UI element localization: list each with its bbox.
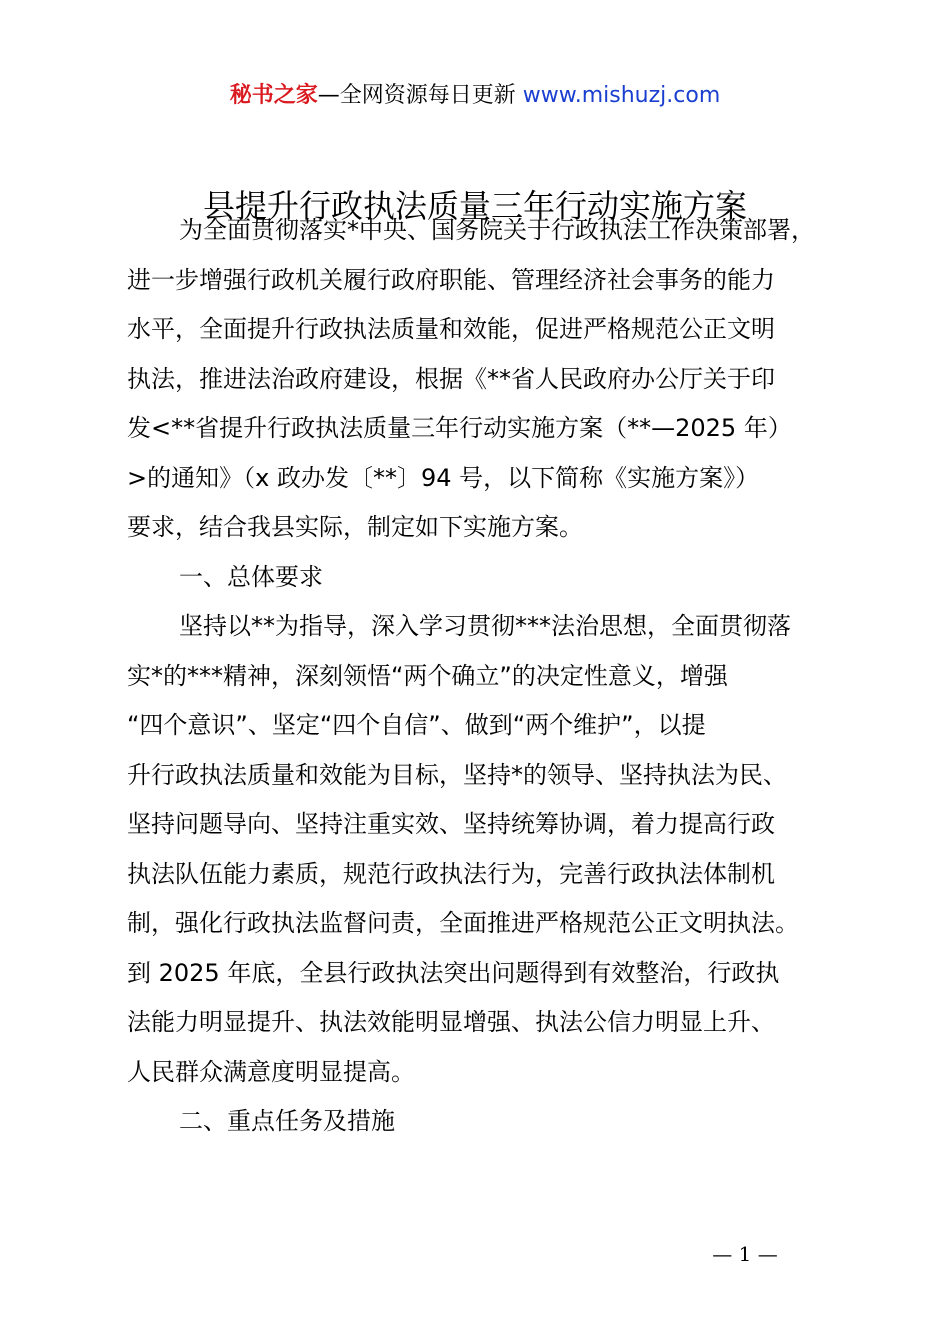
paragraph-line: 制，强化行政执法监督问责，全面推进严格规范公正文明执法。 [127, 909, 799, 937]
section-heading: 一、总体要求 [179, 562, 323, 591]
paragraph-line: 执法，推进法治政府建设，根据《**省人民政府办公厅关于印 [127, 364, 775, 393]
paragraph-line: 水平，全面提升行政执法质量和效能，促进严格规范公正文明 [127, 315, 775, 343]
document-title: 县提升行政执法质量三年行动实施方案 [202, 187, 747, 225]
paragraph-line: 发<**省提升行政执法质量三年行动实施方案（**—2025 年） [127, 414, 792, 442]
paragraph-line: 升行政执法质量和效能为目标，坚持*的领导、坚持执法为民、 [127, 760, 787, 789]
paragraph-line: 坚持问题导向、坚持注重实效、坚持统筹协调，着力提高行政 [127, 810, 775, 838]
paragraph-line: 进一步增强行政机关履行政府职能、管理经济社会事务的能力 [127, 265, 775, 294]
paragraph-line: 为全面贯彻落实*中央、国务院关于行政执法工作决策部署， [179, 216, 815, 244]
brand-name: 秘书之家 [229, 83, 318, 108]
site-link[interactable]: www.mishuzj.com [522, 83, 721, 108]
paragraph-line: 到 2025 年底，全县行政执法突出问题得到有效整治，行政执 [127, 958, 780, 987]
paragraph-line: 执法队伍能力素质，规范行政执法行为，完善行政执法体制机 [127, 859, 775, 888]
paragraph-line: 法能力明显提升、执法效能明显增强、执法公信力明显上升、 [127, 1008, 775, 1036]
paragraph-line: >的通知》（x 政办发〔**〕94 号，以下简称《实施方案》） [127, 463, 760, 492]
paragraph-line: 坚持以**为指导，深入学习贯彻***法治思想，全面贯彻落 [179, 612, 791, 640]
document-body [127, 206, 862, 1147]
paragraph-line: “四个意识”、坚定“四个自信”、做到“两个维护”，以提 [127, 711, 706, 739]
paragraph-line: 要求，结合我县实际，制定如下实施方案。 [127, 513, 583, 541]
paragraph-line: 人民群众满意度明显提高。 [127, 1057, 415, 1086]
page-number: — 1 — [712, 1242, 778, 1266]
paragraph-line: 实*的***精神，深刻领悟“两个确立”的决定性意义，增强 [127, 661, 728, 690]
section-heading: 二、重点任务及措施 [179, 1107, 395, 1135]
header-slogan: —全网资源每日更新 [317, 83, 523, 108]
site-header [0, 80, 950, 112]
